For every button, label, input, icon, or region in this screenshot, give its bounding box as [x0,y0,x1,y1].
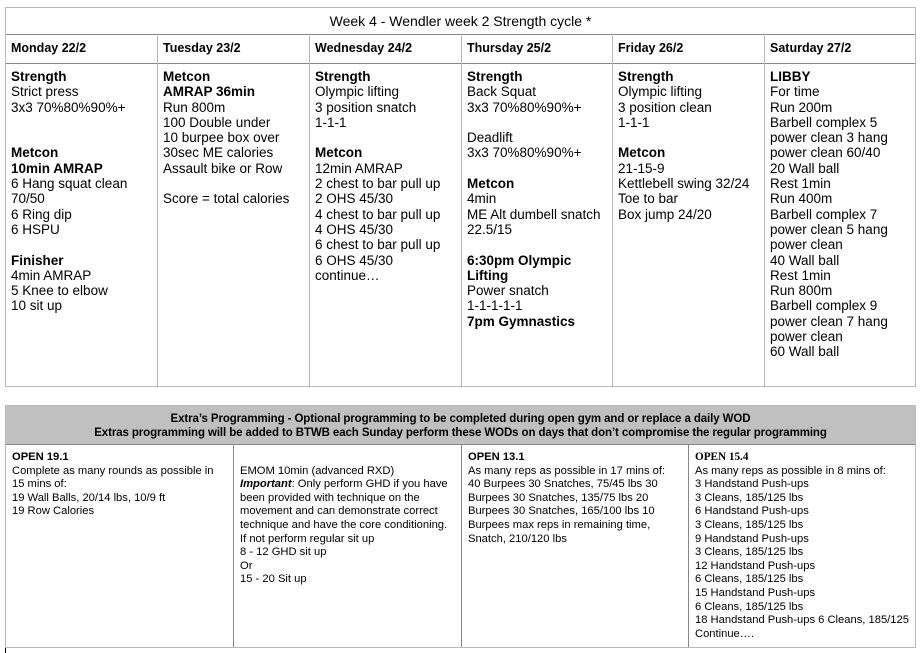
workout-line: Deadlift [467,130,513,146]
blank-line [163,176,309,191]
workout-line: Barbell complex 9 [770,298,878,314]
extras-column-open-15-4 [689,445,915,647]
workout-line: 40 Burpees 30 Snatches, 75/45 lbs 30 [468,478,658,491]
section-heading: 6:30pm Olympic [467,252,572,268]
important-label: Important [240,478,292,491]
workout-line: 19 Wall Balls, 20/14 lbs, 10/9 ft [12,491,166,504]
workout-line: ME Alt dumbell snatch [467,206,601,222]
workout-line: As many reps as possible in 17 mins of: [468,464,666,477]
workout-line: 2 chest to bar pull up [315,176,441,192]
workout-line: Or [240,559,253,572]
workout-line: 15 - 20 Sit up [240,573,307,586]
extras-column-emom [234,445,462,647]
workout-line: 21-15-9 [618,160,665,176]
day-workout [462,64,612,329]
workout-line: 6 OHS 45/30 [315,252,394,268]
section-heading: Metcon [163,69,211,84]
extras-heading-line2: Extras programming will be added to BTWB each Sunday perform these WODs on days that don’t compromise the regular programming [94,427,827,439]
workout-line: 6 Cleans, 185/125 lbs [695,573,804,586]
workout-line: 10 sit up [11,298,63,314]
workout-line: 30sec ME calories [163,145,274,161]
workout-title: OPEN 15.4 [695,451,749,463]
section-heading: Strength [11,69,67,84]
extras-column-open-13-1 [462,445,689,647]
section-heading: Metcon [315,145,363,161]
workout-line: 3x3 70%80%90%+ [11,99,126,115]
day-header: Thursday 25/2 [462,34,612,64]
workout-line: movement and can demonstrate correct [240,505,438,518]
extras-programming-table [5,405,916,648]
workout-line: 8 - 12 GHD sit up [240,546,327,559]
workout-line: If not perform regular sit up [240,532,375,545]
workout-line: Snatch, 210/120 lbs [468,532,567,545]
workout-line: continue… [315,267,380,283]
day-column-friday [613,34,765,386]
important-text: : Only perform GHD if you have [291,478,448,491]
section-heading: 10min AMRAP [11,160,103,176]
workout-line: power clean [770,329,843,345]
workout-line: Strict press [11,84,79,100]
workout-line: Complete as many rounds as possible in [12,464,214,477]
day-column-saturday [765,34,915,386]
workout-line: 1-1-1 [315,114,347,130]
workout-line: 18 Handstand Push-ups 6 Cleans, 185/125 [695,614,909,627]
section-heading: 7pm Gymnastics [467,313,576,329]
blank-line [11,130,157,145]
workout-line: 6 Handstand Push-ups [695,505,809,518]
workout-line: Rest 1min [770,267,831,283]
section-heading: Metcon [11,145,59,161]
workout-line: 3 Cleans, 185/125 lbs [695,518,804,531]
workout-line: power clean [770,237,843,253]
day-workout [310,64,461,283]
workout-line: been provided with technique on the [240,491,420,504]
workout-line: Power snatch [467,283,549,299]
section-heading: LIBBY [770,69,811,84]
section-heading: Strength [467,69,523,84]
workout-line: Run 800m [163,99,226,115]
day-column-tuesday [158,34,310,386]
blank-line [315,130,461,145]
blank-line [11,115,157,130]
workout-line: Box jump 24/20 [618,206,712,222]
workout-line: Run 800m [770,283,833,299]
day-workout [6,64,157,314]
workout-line: 3x3 70%80%90%+ [467,99,582,115]
workout-line: 1-1-1 [618,114,650,130]
workout-line: 4 chest to bar pull up [315,206,441,222]
workout-lines [695,465,915,642]
section-heading: Metcon [618,145,666,161]
workout-line: As many reps as possible in 8 mins of: [695,464,886,477]
section-heading: Strength [618,69,674,84]
workout-line: 6 Cleans, 185/125 lbs [695,600,804,613]
day-column-monday [6,34,158,386]
blank-line [618,130,764,145]
workout-line: 3 Cleans, 185/125 lbs [695,546,804,559]
workout-line: 6 Ring dip [11,206,72,222]
workout-line: 5 Knee to elbow [11,283,108,299]
workout-line: Assault bike or Row [163,160,283,176]
workout-line: 10 burpee box over [163,130,280,146]
blank-line [467,161,612,176]
blank-line [467,115,612,130]
workout-line: 3 Handstand Push-ups [695,478,809,491]
section-heading: Metcon [467,176,515,192]
workout-line: 6 HSPU [11,221,60,237]
workout-line: Rest 1min [770,176,831,192]
extras-column-open-19-1 [6,445,234,647]
workout-line: 9 Handstand Push-ups [695,532,809,545]
workout-line: Barbell complex 5 [770,114,878,130]
day-workout [765,64,915,360]
workout-line: 4min AMRAP [11,267,92,283]
workout-lines [468,465,688,547]
blank-line [467,237,612,252]
workout-line: 22.5/15 [467,221,513,237]
workout-line: Toe to bar [618,191,679,207]
workout-line: Back Squat [467,84,537,100]
workout-line: power clean 60/40 [770,145,881,161]
workout-line: Olympic lifting [315,84,400,100]
workout-line: Kettlebell swing 32/24 [618,176,750,192]
workout-line: Burpees 30 Snatches, 135/75 lbs 20 [468,491,649,504]
workout-title: OPEN 19.1 [12,451,69,463]
day-header: Saturday 27/2 [765,34,915,64]
day-header: Tuesday 23/2 [158,34,309,64]
workout-line: 2 OHS 45/30 [315,191,394,207]
day-header: Monday 22/2 [6,34,157,64]
extras-heading-line1: Extra’s Programming - Optional programming to be completed during open gym and or replace a daily WOD [170,413,751,425]
workout-line: Score = total calories [163,191,290,207]
workout-line: 15 Handstand Push-ups [695,586,816,599]
workout-line: 1-1-1-1-1 [467,298,523,314]
section-heading: AMRAP 36min [163,84,256,100]
workout-line: 3x3 70%80%90%+ [467,145,582,161]
workout-line: Barbell complex 7 [770,206,878,222]
workout-line: 12 Handstand Push-ups [695,559,816,572]
section-heading: Lifting [467,267,509,283]
section-heading: Finisher [11,252,64,268]
emom-intro: EMOM 10min (advanced RXD) [240,464,395,477]
workout-line: For time [770,84,820,100]
workout-line: 3 position snatch [315,99,417,115]
workout-line: 3 position clean [618,99,712,115]
workout-line: technique and have the core conditioning. [240,518,448,531]
workout-line: 40 Wall ball [770,252,840,268]
day-workout [158,64,309,207]
workout-line: Burpees max reps in remaining time, [468,518,651,531]
workout-line: 20 Wall ball [770,160,840,176]
workout-line: 100 Double under [163,114,271,130]
workout-line: 6 chest to bar pull up [315,237,441,253]
week-title: Week 4 - Wendler week 2 Strength cycle * [6,8,915,35]
workout-line: 12min AMRAP [315,160,403,176]
blank-line [11,237,157,252]
workout-line: Burpees 30 Snatches, 165/100 lbs 10 [468,505,655,518]
workout-line: power clean 5 hang [770,221,888,237]
workout-line: 70/50 [11,191,45,207]
workout-line: 15 mins of: [12,478,67,491]
extras-heading [6,406,915,445]
workout-line: 4min [467,191,497,207]
day-workout [613,64,764,222]
day-column-thursday [462,34,613,386]
workout-line: power clean 3 hang [770,130,888,146]
day-column-wednesday [310,34,462,386]
workout-line: power clean 7 hang [770,313,888,329]
weekly-schedule-table [5,7,916,387]
workout-line: Run 400m [770,191,833,207]
workout-line: 3 Cleans, 185/125 lbs [695,491,804,504]
day-header: Wednesday 24/2 [310,34,461,64]
day-header: Friday 26/2 [613,34,764,64]
text-cursor [5,648,6,653]
workout-line: 4 OHS 45/30 [315,221,394,237]
workout-title: OPEN 13.1 [468,451,525,463]
workout-lines [240,492,461,587]
workout-line: Continue…. [695,627,755,640]
workout-title [240,451,461,465]
workout-line: Olympic lifting [618,84,703,100]
workout-line: Run 200m [770,99,833,115]
workout-line: 60 Wall ball [770,344,840,360]
workout-line: 19 Row Calories [12,505,95,518]
workout-line: 6 Hang squat clean [11,176,128,192]
workout-lines [12,465,233,519]
section-heading: Strength [315,69,371,84]
